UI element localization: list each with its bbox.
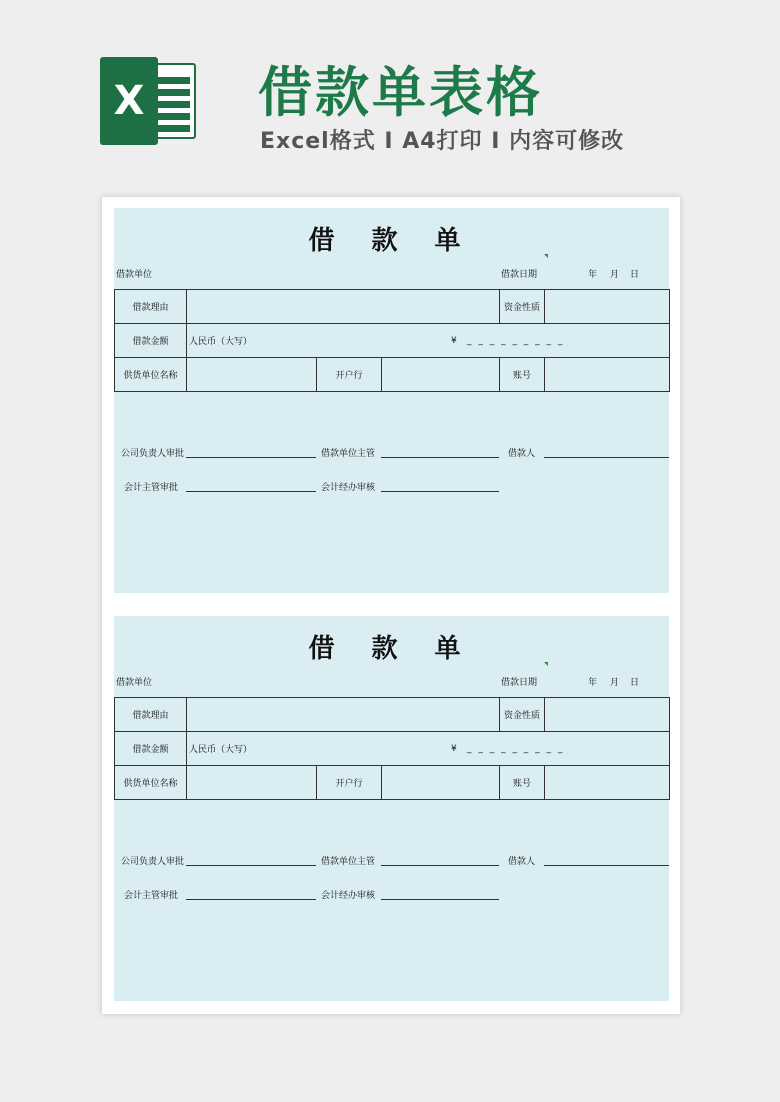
unit-head-signature-line[interactable] <box>381 457 499 458</box>
fund-nature-label: 资金性质 <box>500 290 545 324</box>
approver-label: 公司负责人审批 <box>121 857 185 867</box>
bank-field[interactable] <box>382 766 500 800</box>
page-header <box>0 0 780 190</box>
accounting-head-signature-line[interactable] <box>186 899 316 900</box>
borrow-date-label: 借款日期 <box>501 270 538 280</box>
accounting-head-label: 会计主管审批 <box>124 483 179 493</box>
table-row <box>115 358 670 392</box>
month-label: 月 <box>610 270 620 280</box>
account-label: 账号 <box>500 766 545 800</box>
amount-field[interactable] <box>187 732 670 766</box>
table-row <box>115 698 670 732</box>
reason-label: 借款理由 <box>115 290 187 324</box>
bank-field[interactable] <box>382 358 500 392</box>
borrower-label: 借款人 <box>508 857 536 867</box>
reason-field[interactable] <box>187 698 500 732</box>
approver-signature-line[interactable] <box>186 457 316 458</box>
loan-details-table <box>114 289 670 392</box>
page-title: 借款单表格 <box>258 61 543 124</box>
year-label: 年 <box>588 678 598 688</box>
supplier-label: 供货单位名称 <box>115 766 187 800</box>
table-row <box>115 766 670 800</box>
account-label: 账号 <box>500 358 545 392</box>
month-label: 月 <box>610 678 620 688</box>
amount-label: 借款金额 <box>115 324 187 358</box>
rmb-label: 人民币（大写） <box>189 337 253 347</box>
accounting-handler-signature-line[interactable] <box>381 899 499 900</box>
borrow-date-label: 借款日期 <box>501 678 538 688</box>
loan-form-1 <box>114 208 669 593</box>
supplier-field[interactable] <box>187 358 317 392</box>
borrower-signature-line[interactable] <box>544 457 669 458</box>
borrower-label: 借款人 <box>508 449 536 459</box>
accounting-head-signature-line[interactable] <box>186 491 316 492</box>
fund-nature-field[interactable] <box>545 698 670 732</box>
unit-head-signature-line[interactable] <box>381 865 499 866</box>
loan-details-table <box>114 697 670 800</box>
rmb-label: 人民币（大写） <box>189 745 253 755</box>
cell-comment-marker-icon <box>544 254 548 258</box>
yen-symbol: ¥ <box>451 336 457 346</box>
unit-head-label: 借款单位主管 <box>321 857 376 867</box>
approver-signature-line[interactable] <box>186 865 316 866</box>
fund-nature-label: 资金性质 <box>500 698 545 732</box>
borrow-unit-label: 借款单位 <box>116 678 153 688</box>
accounting-head-label: 会计主管审批 <box>124 891 179 901</box>
excel-logo-icon <box>100 57 198 145</box>
accounting-handler-label: 会计经办审核 <box>321 891 376 901</box>
unit-head-label: 借款单位主管 <box>321 449 376 459</box>
account-field[interactable] <box>545 358 670 392</box>
cell-comment-marker-icon <box>544 662 548 666</box>
reason-label: 借款理由 <box>115 698 187 732</box>
accounting-handler-signature-line[interactable] <box>381 491 499 492</box>
fund-nature-field[interactable] <box>545 290 670 324</box>
form-title: 借 款 单 <box>308 634 475 664</box>
approver-label: 公司负责人审批 <box>121 449 185 459</box>
form-title: 借 款 单 <box>308 226 475 256</box>
day-label: 日 <box>630 270 640 280</box>
supplier-field[interactable] <box>187 766 317 800</box>
amount-number-blanks: _ _ _ _ _ _ _ _ _ <box>467 744 565 754</box>
borrow-unit-label: 借款单位 <box>116 270 153 280</box>
bank-label: 开户行 <box>317 358 382 392</box>
excel-x-badge: X <box>100 57 158 145</box>
year-label: 年 <box>588 270 598 280</box>
account-field[interactable] <box>545 766 670 800</box>
day-label: 日 <box>630 678 640 688</box>
table-row <box>115 290 670 324</box>
page-subtitle: Excel格式 I A4打印 I 内容可修改 <box>260 129 625 154</box>
amount-number-blanks: _ _ _ _ _ _ _ _ _ <box>467 336 565 346</box>
bank-label: 开户行 <box>317 766 382 800</box>
loan-form-2 <box>114 616 669 1001</box>
table-row <box>115 732 670 766</box>
accounting-handler-label: 会计经办审核 <box>321 483 376 493</box>
supplier-label: 供货单位名称 <box>115 358 187 392</box>
amount-field[interactable] <box>187 324 670 358</box>
borrower-signature-line[interactable] <box>544 865 669 866</box>
reason-field[interactable] <box>187 290 500 324</box>
yen-symbol: ¥ <box>451 744 457 754</box>
table-row <box>115 324 670 358</box>
amount-label: 借款金额 <box>115 732 187 766</box>
